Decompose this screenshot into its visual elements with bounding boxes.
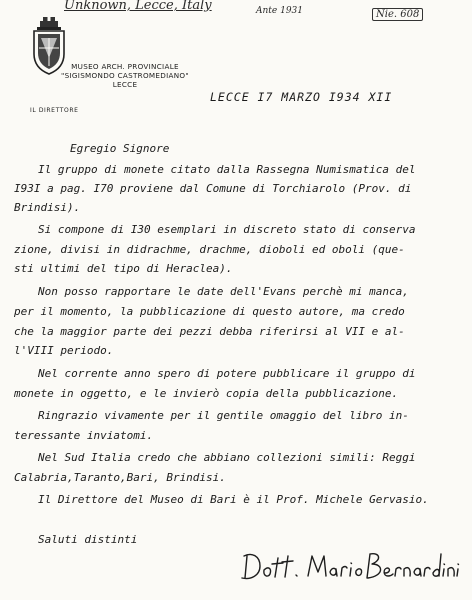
body-line: teressante inviatomi.	[14, 429, 154, 442]
body-line: Brindisi).	[14, 201, 81, 214]
annotation-number: Nie. 608	[372, 8, 423, 21]
letter-date: LECCE I7 MARZO I934 XII	[210, 90, 393, 104]
body-line: zione, divisi in didrachme, drachme, dioboli ed oboli (que-	[14, 243, 405, 256]
body-line: Ringrazio vivamente per il gentile omaggio del libro in-	[38, 409, 409, 422]
closing: Saluti distinti	[38, 533, 138, 546]
body-line: Il gruppo di monete citato dalla Rassegna Numismatica del	[38, 163, 416, 176]
body-line: Non posso rapportare le date dell'Evans perchè mi manca,	[38, 285, 409, 298]
body-line: Nel corrente anno spero di potere pubblicare il gruppo di	[38, 367, 416, 380]
letterhead-line-2: "SIGISMONDO CASTROMEDIANO"	[61, 71, 189, 80]
body-line: Si compone di I30 esemplari in discreto stato di conserva	[38, 223, 416, 236]
signature-image	[238, 544, 466, 588]
annotation-ante: Ante 1931	[256, 6, 304, 16]
body-line: Calabria,Taranto,Bari, Brindisi.	[14, 471, 226, 484]
body-line: monete in oggetto, e le invierò copia della pubblicazione.	[14, 387, 399, 400]
body-line: Nel Sud Italia credo che abbiano collezioni simili: Reggi	[38, 451, 416, 464]
body-line: sti ultimi del tipo di Heraclea).	[14, 262, 233, 275]
salutation: Egregio Signore	[70, 142, 170, 155]
letterhead-line-1: MUSEO ARCH. PROVINCIALE	[71, 62, 179, 71]
body-line: per il momento, la pubblicazione di questo autore, ma credo	[14, 305, 405, 318]
body-line: Il Direttore del Museo di Bari è il Prof. Michele Gervasio.	[38, 493, 429, 506]
body-line: che la maggior parte dei pezzi debba riferirsi al VII e al-	[14, 325, 405, 338]
letterhead-line-3: LECCE	[112, 80, 138, 89]
annotation-origin: Unknown, Lecce, Italy	[64, 0, 212, 13]
body-line: I93I a pag. I70 proviene dal Comune di Torchiarolo (Prov. di	[14, 182, 412, 195]
body-line: l'VIII periodo.	[14, 344, 114, 357]
director-label: IL DIRETTORE	[30, 107, 79, 114]
